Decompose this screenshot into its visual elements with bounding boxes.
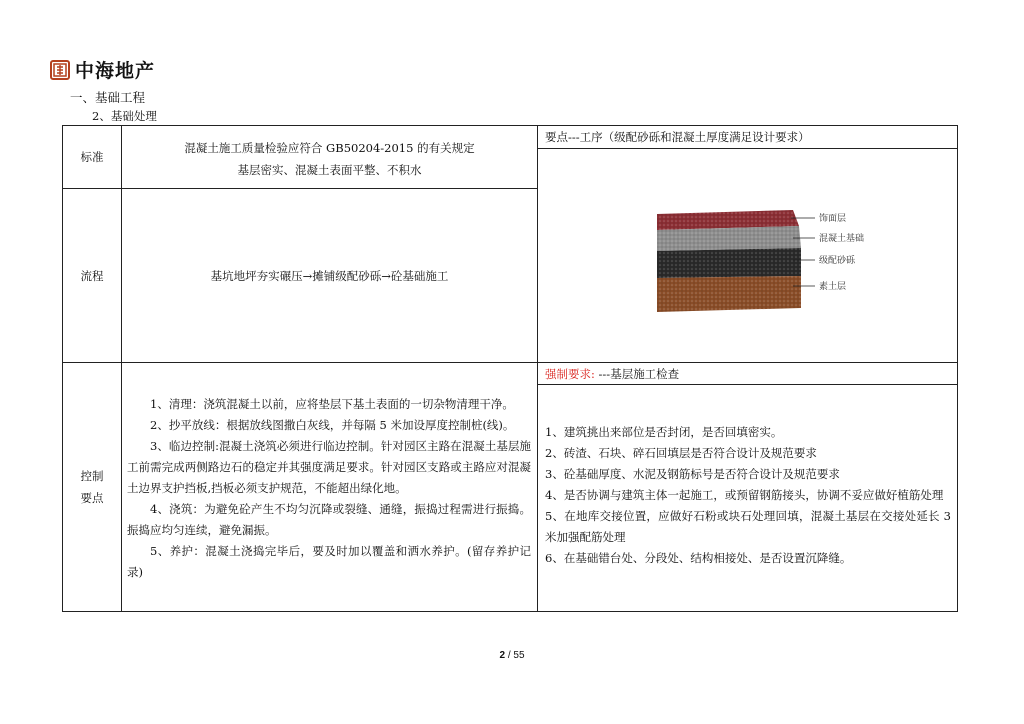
mandatory-title: ---基层施工检查 <box>594 367 680 381</box>
soil-layer <box>657 276 801 312</box>
page-current: 2 <box>499 650 506 661</box>
standard-line-2: 基层密实、混凝土表面平整、不积水 <box>237 163 422 177</box>
standard-content <box>122 134 537 184</box>
control-item-5: 5、养护：混凝土浇捣完毕后，要及时加以覆盖和洒水养护。(留存养护记录) <box>127 544 531 579</box>
mandatory-item-5: 5、在地库交接位置，应做好石粉或块石处理回填，混凝土基层在交接处延长 3 米加强配筋处理 <box>545 509 951 544</box>
mandatory-list <box>545 422 951 602</box>
layer-diagram <box>643 196 893 326</box>
layer-label-gravel: 级配砂砾 <box>819 256 856 266</box>
company-name: 中海地产 <box>75 60 156 82</box>
mandatory-item-4: 4、是否协调与建筑主体一起施工，或预留钢筋接头，协调不妥应做好植筋处理 <box>545 488 944 502</box>
control-item-4: 4、浇筑：为避免砼产生不均匀沉降或裂缝、通缝，振捣过程需进行振捣。振捣应均匀连续，避免漏振。 <box>127 502 531 537</box>
mandatory-header <box>545 366 955 384</box>
standard-label: 标准 <box>80 150 104 164</box>
control-label: 控制 要点 <box>80 469 104 505</box>
standard-line-1: 混凝土施工质量检验应符合 GB50204-2015 的有关规定 <box>184 141 475 155</box>
process-content: 基坑地坪夯实碾压→摊铺级配砂砾→砼基础施工 <box>210 268 449 283</box>
company-logo <box>50 56 155 83</box>
key-points-header: 要点---工序（级配砂砾和混凝土厚度满足设计要求） <box>545 130 810 144</box>
control-points-list <box>127 394 531 604</box>
mandatory-item-6: 6、在基础错台处、分段处、结构相接处、是否设置沉降缝。 <box>545 551 852 565</box>
mandatory-item-2: 2、砖渣、石块、碎石回填层是否符合设计及规范要求 <box>545 446 817 460</box>
control-item-1: 1、清理：浇筑混凝土以前，应将垫层下基土表面的一切杂物清理干净。 <box>150 397 514 411</box>
layer-label-finish: 饰面层 <box>819 214 847 224</box>
layer-label-soil: 素土层 <box>819 282 847 292</box>
control-item-2: 2、抄平放线：根据放线图撒白灰线，并每隔 5 米加设厚度控制桩(线)。 <box>150 418 515 432</box>
page-number <box>0 650 1024 661</box>
layer-label-concrete: 混凝土基础 <box>819 234 865 244</box>
page-separator: / <box>505 650 514 661</box>
section-heading: 一、基础工程 <box>70 90 146 105</box>
mandatory-label: 强制要求: <box>545 367 595 381</box>
inspection-table <box>62 125 958 612</box>
page-total: 55 <box>513 650 525 661</box>
mandatory-item-1: 1、建筑挑出来部位是否封闭，是否回填密实。 <box>545 425 783 439</box>
mandatory-item-3: 3、砼基础厚度、水泥及钢筋标号是否符合设计及规范要求 <box>545 467 840 481</box>
gravel-layer <box>657 248 801 278</box>
concrete-layer <box>657 226 801 251</box>
company-logo-icon <box>50 60 70 80</box>
control-item-3: 3、临边控制:混凝土浇筑必须进行临边控制。针对园区主路在混凝土基层施工前需完成两侧路边石的稳定并其强度满足要求。针对园区支路或主路应对混凝土边界支护挡板,挡板必须支护规范，不能超出绿化地。 <box>127 439 531 495</box>
subsection-heading: 2、基础处理 <box>92 109 157 123</box>
process-label: 流程 <box>80 268 104 283</box>
